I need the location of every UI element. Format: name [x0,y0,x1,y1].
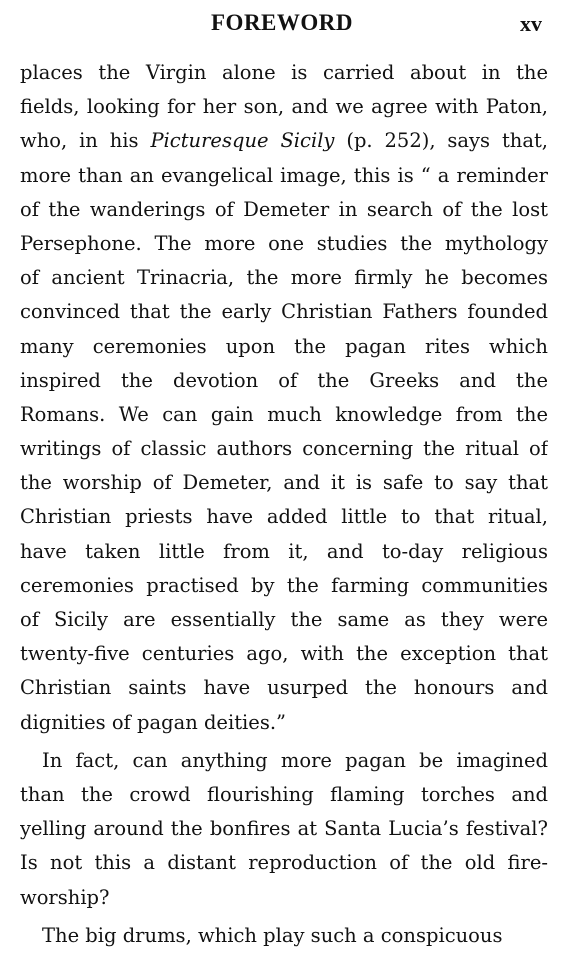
text-line: of ancient Trinacria, the more firmly he becomes [20,266,548,290]
body-text [20,56,548,953]
text-line: of Sicily are essentially the same as they were [20,608,548,631]
text-line: yelling around the bonfires at Santa Lucia’s festival? [20,817,548,841]
text-line: places the Virgin alone is carried about in the [20,61,548,84]
text-line: than the crowd flourishing flaming torches and [20,782,548,806]
text-line: Christian saints have usurped the honours and [20,676,548,700]
text-line: have taken little from it, and to-day religious [20,539,548,563]
text-line: twenty-five centuries ago, with the exception that [20,642,548,666]
page-number: xv [520,11,542,36]
text-line: In fact, can anything more pagan be imagined [42,748,548,772]
text-line: Persephone. The more one studies the mythology [20,231,548,255]
text-line: the worship of Demeter, and it is safe to say that [20,471,548,495]
text-line: dignities of pagan deities.” [20,710,286,734]
text-line: Romans. We can gain much knowledge from the [20,402,548,426]
text-line: of the wanderings of Demeter in search of the lost [20,197,548,221]
running-header [0,10,564,40]
text-line: Christian priests have added little to that ritual, [20,505,548,529]
text-line: inspired the devotion of the Greeks and the [20,368,548,392]
text-line: convinced that the early Christian Fathers founded [20,300,548,324]
running-title: FOREWORD [211,10,353,35]
text-line: Is not this a distant reproduction of the old fire- [20,851,548,875]
text-line: The big drums, which play such a conspicuous [42,923,503,947]
text-line: writings of classic authors concerning the ritual of [20,437,548,461]
paragraph [20,56,548,740]
text-line: more than an evangelical image, this is “ a reminder [20,163,548,187]
text-line: fields, looking for her son, and we agree with Paton, [20,95,548,119]
paragraph [20,744,548,915]
text-line: many ceremonies upon the pagan rites which [20,334,548,358]
text-line: who, in his Picturesque Sicily (p. 252), says that, [20,129,548,153]
text-line: ceremonies practised by the farming communities [20,573,548,597]
book-title: Picturesque Sicily [150,129,335,153]
text-line: worship? [20,885,110,909]
